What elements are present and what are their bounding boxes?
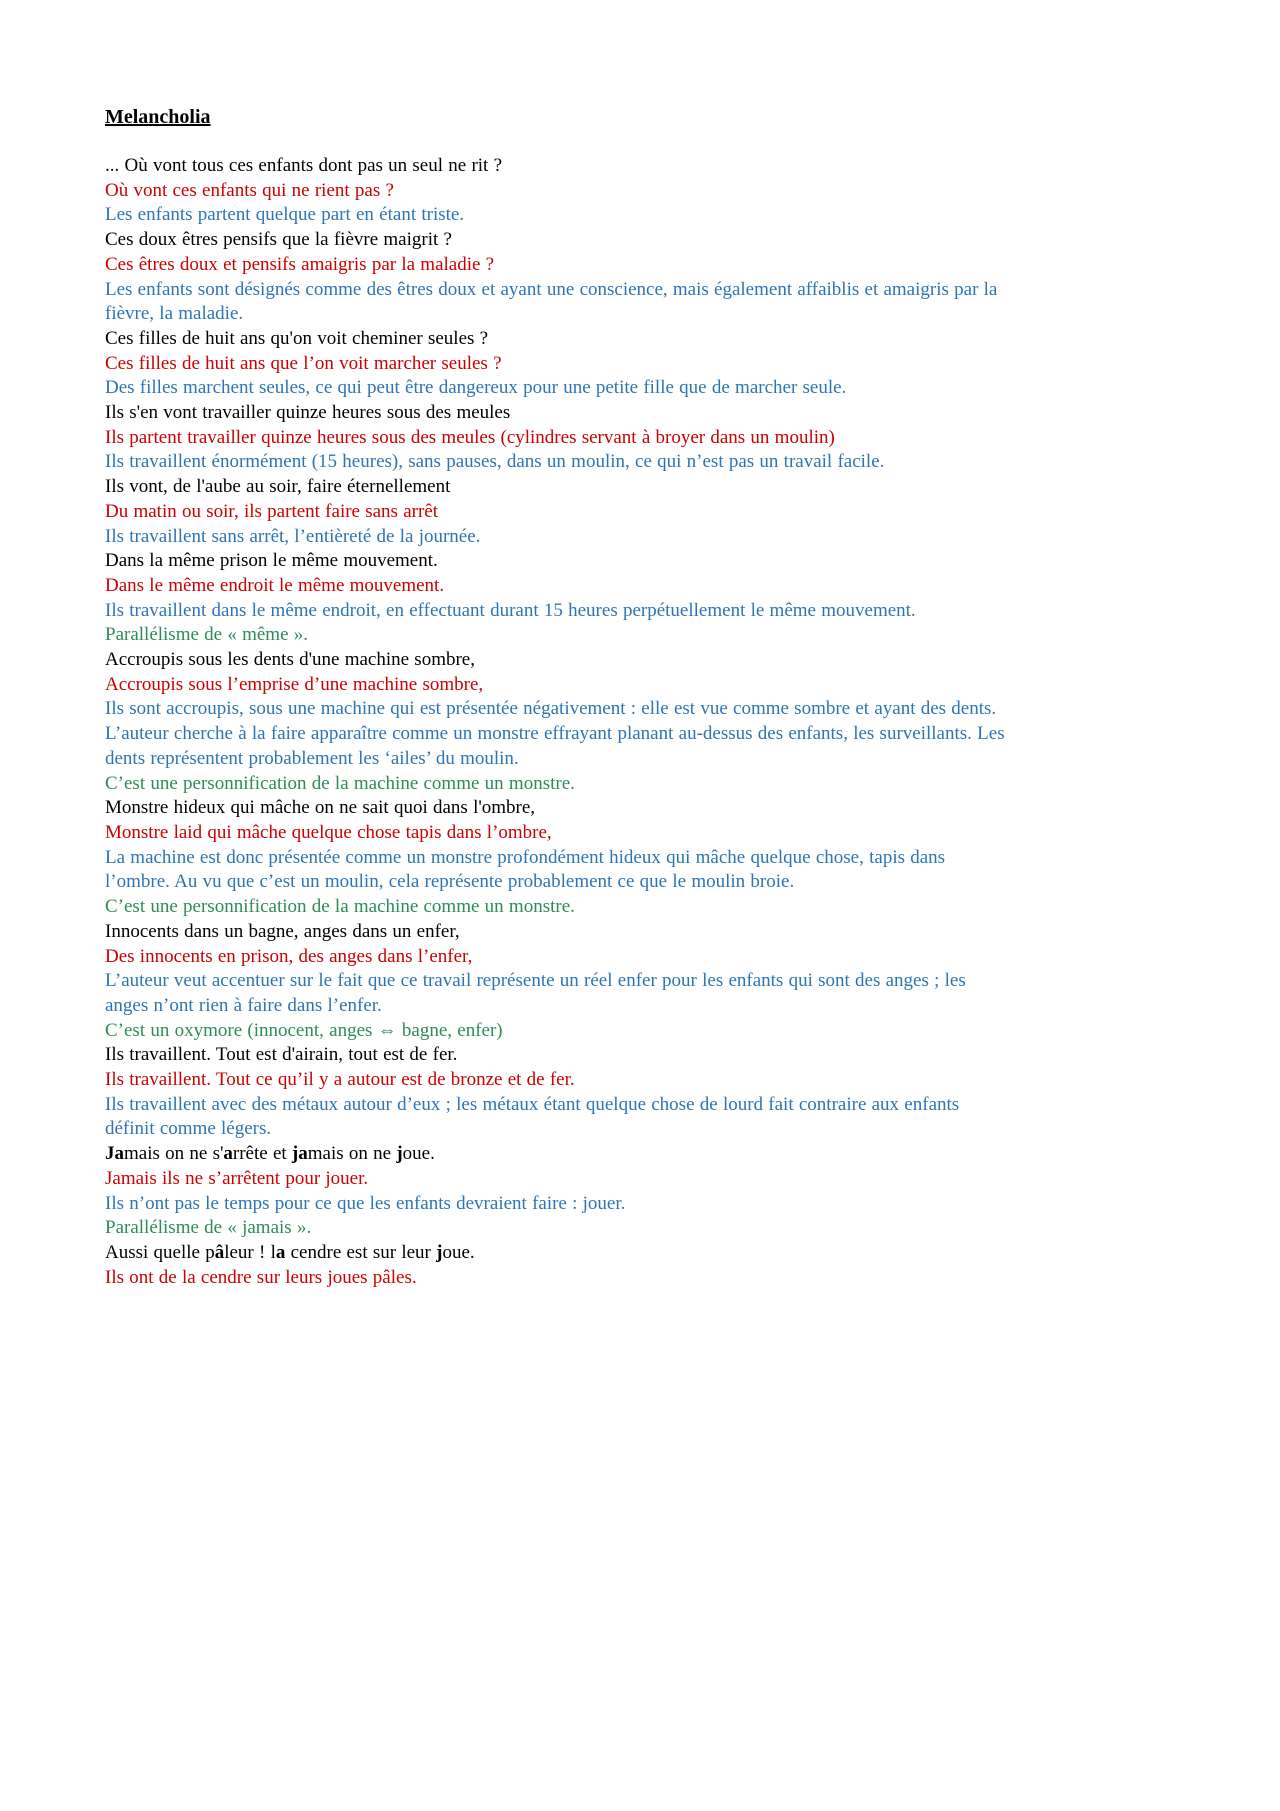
- text-run: Accroupis sous les dents d'une machine sombre,: [105, 649, 475, 671]
- paragraph-analysis: [105, 1093, 1008, 1142]
- paragraph-verse: [105, 1142, 1008, 1167]
- emphasized-letters: ja: [291, 1143, 308, 1165]
- paragraph-verse: [105, 648, 1008, 673]
- text-run: oue.: [442, 1241, 475, 1263]
- text-run: Ils travaillent avec des métaux autour d’eux ; les métaux étant quelque chose de lourd fait contraire aux enfants définit comme légers.: [105, 1093, 960, 1140]
- text-run: Les enfants sont désignés comme des êtres doux et ayant une conscience, mais également affaiblis et amaigris par la fièvre, la maladie.: [105, 278, 998, 325]
- paragraph-device: [105, 895, 1008, 920]
- text-run: Ils travaillent énormément (15 heures), sans pauses, dans un moulin, ce qui n’est pas un travail facile.: [105, 451, 885, 473]
- emphasized-letters: Ja: [105, 1143, 124, 1165]
- paragraph-analysis: [105, 376, 1008, 401]
- text-run: rrête et: [232, 1143, 292, 1165]
- paragraph-verse: [105, 920, 1008, 945]
- text-run: Où vont ces enfants qui ne rient pas ?: [105, 179, 394, 201]
- text-run: Ils travaillent. Tout ce qu’il y a autour est de bronze et de fer.: [105, 1069, 575, 1091]
- document-body: [105, 154, 1008, 1290]
- paragraph-paraphrase: [105, 253, 1008, 278]
- paragraph-paraphrase: [105, 945, 1008, 970]
- text-run: Aussi quelle p: [105, 1241, 215, 1263]
- text-run: Ils travaillent dans le même endroit, en effectuant durant 15 heures perpétuellement le même mouvement.: [105, 599, 916, 621]
- paragraph-verse: [105, 1241, 1008, 1266]
- paragraph-verse: [105, 401, 1008, 426]
- text-run: Monstre hideux qui mâche on ne sait quoi dans l'ombre,: [105, 797, 536, 819]
- paragraph-verse: [105, 549, 1008, 574]
- paragraph-analysis: [105, 450, 1008, 475]
- text-run: Jamais ils ne s’arrêtent pour jouer.: [105, 1167, 369, 1189]
- text-run: C’est un oxymore (innocent, anges ⇔ bagne, enfer): [105, 1019, 503, 1041]
- text-run: Dans la même prison le même mouvement.: [105, 550, 438, 572]
- emphasized-letters: â: [214, 1241, 225, 1263]
- text-run: Ils n’ont pas le temps pour ce que les enfants devraient faire : jouer.: [105, 1192, 626, 1214]
- paragraph-device: [105, 772, 1008, 797]
- emphasized-letters: a: [275, 1241, 286, 1263]
- text-run: mais on ne: [307, 1143, 397, 1165]
- document-title: Melancholia: [105, 106, 211, 128]
- text-run: Ils travaillent. Tout est d'airain, tout est de fer.: [105, 1044, 458, 1066]
- text-run: Des filles marchent seules, ce qui peut être dangereux pour une petite fille que de marcher seule.: [105, 377, 847, 399]
- text-run: Des innocents en prison, des anges dans l’enfer,: [105, 945, 473, 967]
- paragraph-analysis: [105, 525, 1008, 550]
- text-run: Ils partent travailler quinze heures sous des meules (cylindres servant à broyer dans un moulin): [105, 426, 835, 448]
- paragraph-analysis: [105, 846, 1008, 895]
- paragraph-verse: [105, 1043, 1008, 1068]
- paragraph-verse: [105, 327, 1008, 352]
- paragraph-analysis: [105, 278, 1008, 327]
- paragraph-paraphrase: [105, 352, 1008, 377]
- emphasized-letters: j: [436, 1241, 443, 1263]
- paragraph-paraphrase: [105, 1068, 1008, 1093]
- paragraph-verse: [105, 796, 1008, 821]
- paragraph-paraphrase: [105, 426, 1008, 451]
- paragraph-paraphrase: [105, 179, 1008, 204]
- text-run: ... Où vont tous ces enfants dont pas un seul ne rit ?: [105, 155, 503, 176]
- text-run: C’est une personnification de la machine comme un monstre.: [105, 896, 575, 918]
- paragraph-verse: [105, 228, 1008, 253]
- text-run: C’est une personnification de la machine comme un monstre.: [105, 772, 575, 794]
- paragraph-device: [105, 1019, 1008, 1044]
- text-run: Ils ont de la cendre sur leurs joues pâles.: [105, 1266, 417, 1288]
- text-run: Ces filles de huit ans que l’on voit marcher seules ?: [105, 352, 502, 374]
- text-run: Accroupis sous l’emprise d’une machine sombre,: [105, 673, 484, 695]
- text-run: Ils travaillent sans arrêt, l’entièreté de la journée.: [105, 525, 481, 547]
- paragraph-paraphrase: [105, 673, 1008, 698]
- text-run: Parallélisme de « même ».: [105, 624, 309, 646]
- paragraph-paraphrase: [105, 574, 1008, 599]
- paragraph-paraphrase: [105, 821, 1008, 846]
- text-run: L’auteur veut accentuer sur le fait que ce travail représente un réel enfer pour les enfants qui sont des anges ; les anges n’ont rien à faire dans l’enfer.: [105, 970, 966, 1016]
- paragraph-analysis: [105, 1192, 1008, 1217]
- paragraph-verse: [105, 475, 1008, 500]
- text-run: Les enfants partent quelque part en étant triste.: [105, 204, 465, 226]
- text-run: Innocents dans un bagne, anges dans un enfer,: [105, 920, 460, 942]
- text-run: Ils vont, de l'aube au soir, faire éternellement: [105, 476, 451, 498]
- paragraph-paraphrase: [105, 500, 1008, 525]
- paragraph-verse: [105, 154, 1008, 179]
- text-run: cendre est sur leur: [285, 1241, 437, 1263]
- emphasized-letters: a: [223, 1143, 233, 1165]
- text-run: Ils s'en vont travailler quinze heures sous des meules: [105, 402, 511, 424]
- paragraph-paraphrase: [105, 1167, 1008, 1192]
- text-run: oue.: [402, 1143, 435, 1165]
- text-run: La machine est donc présentée comme un monstre profondément hideux qui mâche quelque chose, tapis dans l’ombre. Au vu que c’est un moulin, cela représente probablement ce que le moulin broie.: [105, 846, 946, 893]
- text-run: Ces filles de huit ans qu'on voit cheminer seules ?: [105, 327, 489, 349]
- paragraph-analysis: [105, 969, 1008, 1018]
- text-run: mais on ne s': [124, 1143, 224, 1165]
- paragraph-analysis: [105, 203, 1008, 228]
- text-run: Monstre laid qui mâche quelque chose tapis dans l’ombre,: [105, 821, 552, 843]
- text-run: Ils sont accroupis, sous une machine qui est présentée négativement : elle est vue comme sombre et ayant des dents. L’auteur cherche à la faire apparaître comme un monstre effrayant planant au-dessus des enfants, les surveillants. Les dents représentent probablement les ‘ailes’ du moulin.: [105, 698, 1005, 769]
- text-run: Dans le même endroit le même mouvement.: [105, 574, 445, 596]
- paragraph-device: [105, 1216, 1008, 1241]
- paragraph-paraphrase: [105, 1266, 1008, 1291]
- paragraph-analysis: [105, 697, 1008, 771]
- emphasized-letters: j: [396, 1143, 403, 1165]
- text-run: Ces doux êtres pensifs que la fièvre maigrit ?: [105, 229, 452, 251]
- paragraph-device: [105, 623, 1008, 648]
- paragraph-analysis: [105, 599, 1008, 624]
- text-run: Parallélisme de « jamais ».: [105, 1217, 312, 1239]
- text-run: Ces êtres doux et pensifs amaigris par la maladie ?: [105, 253, 495, 275]
- text-run: leur ! l: [224, 1241, 276, 1263]
- text-run: Du matin ou soir, ils partent faire sans arrêt: [105, 500, 439, 522]
